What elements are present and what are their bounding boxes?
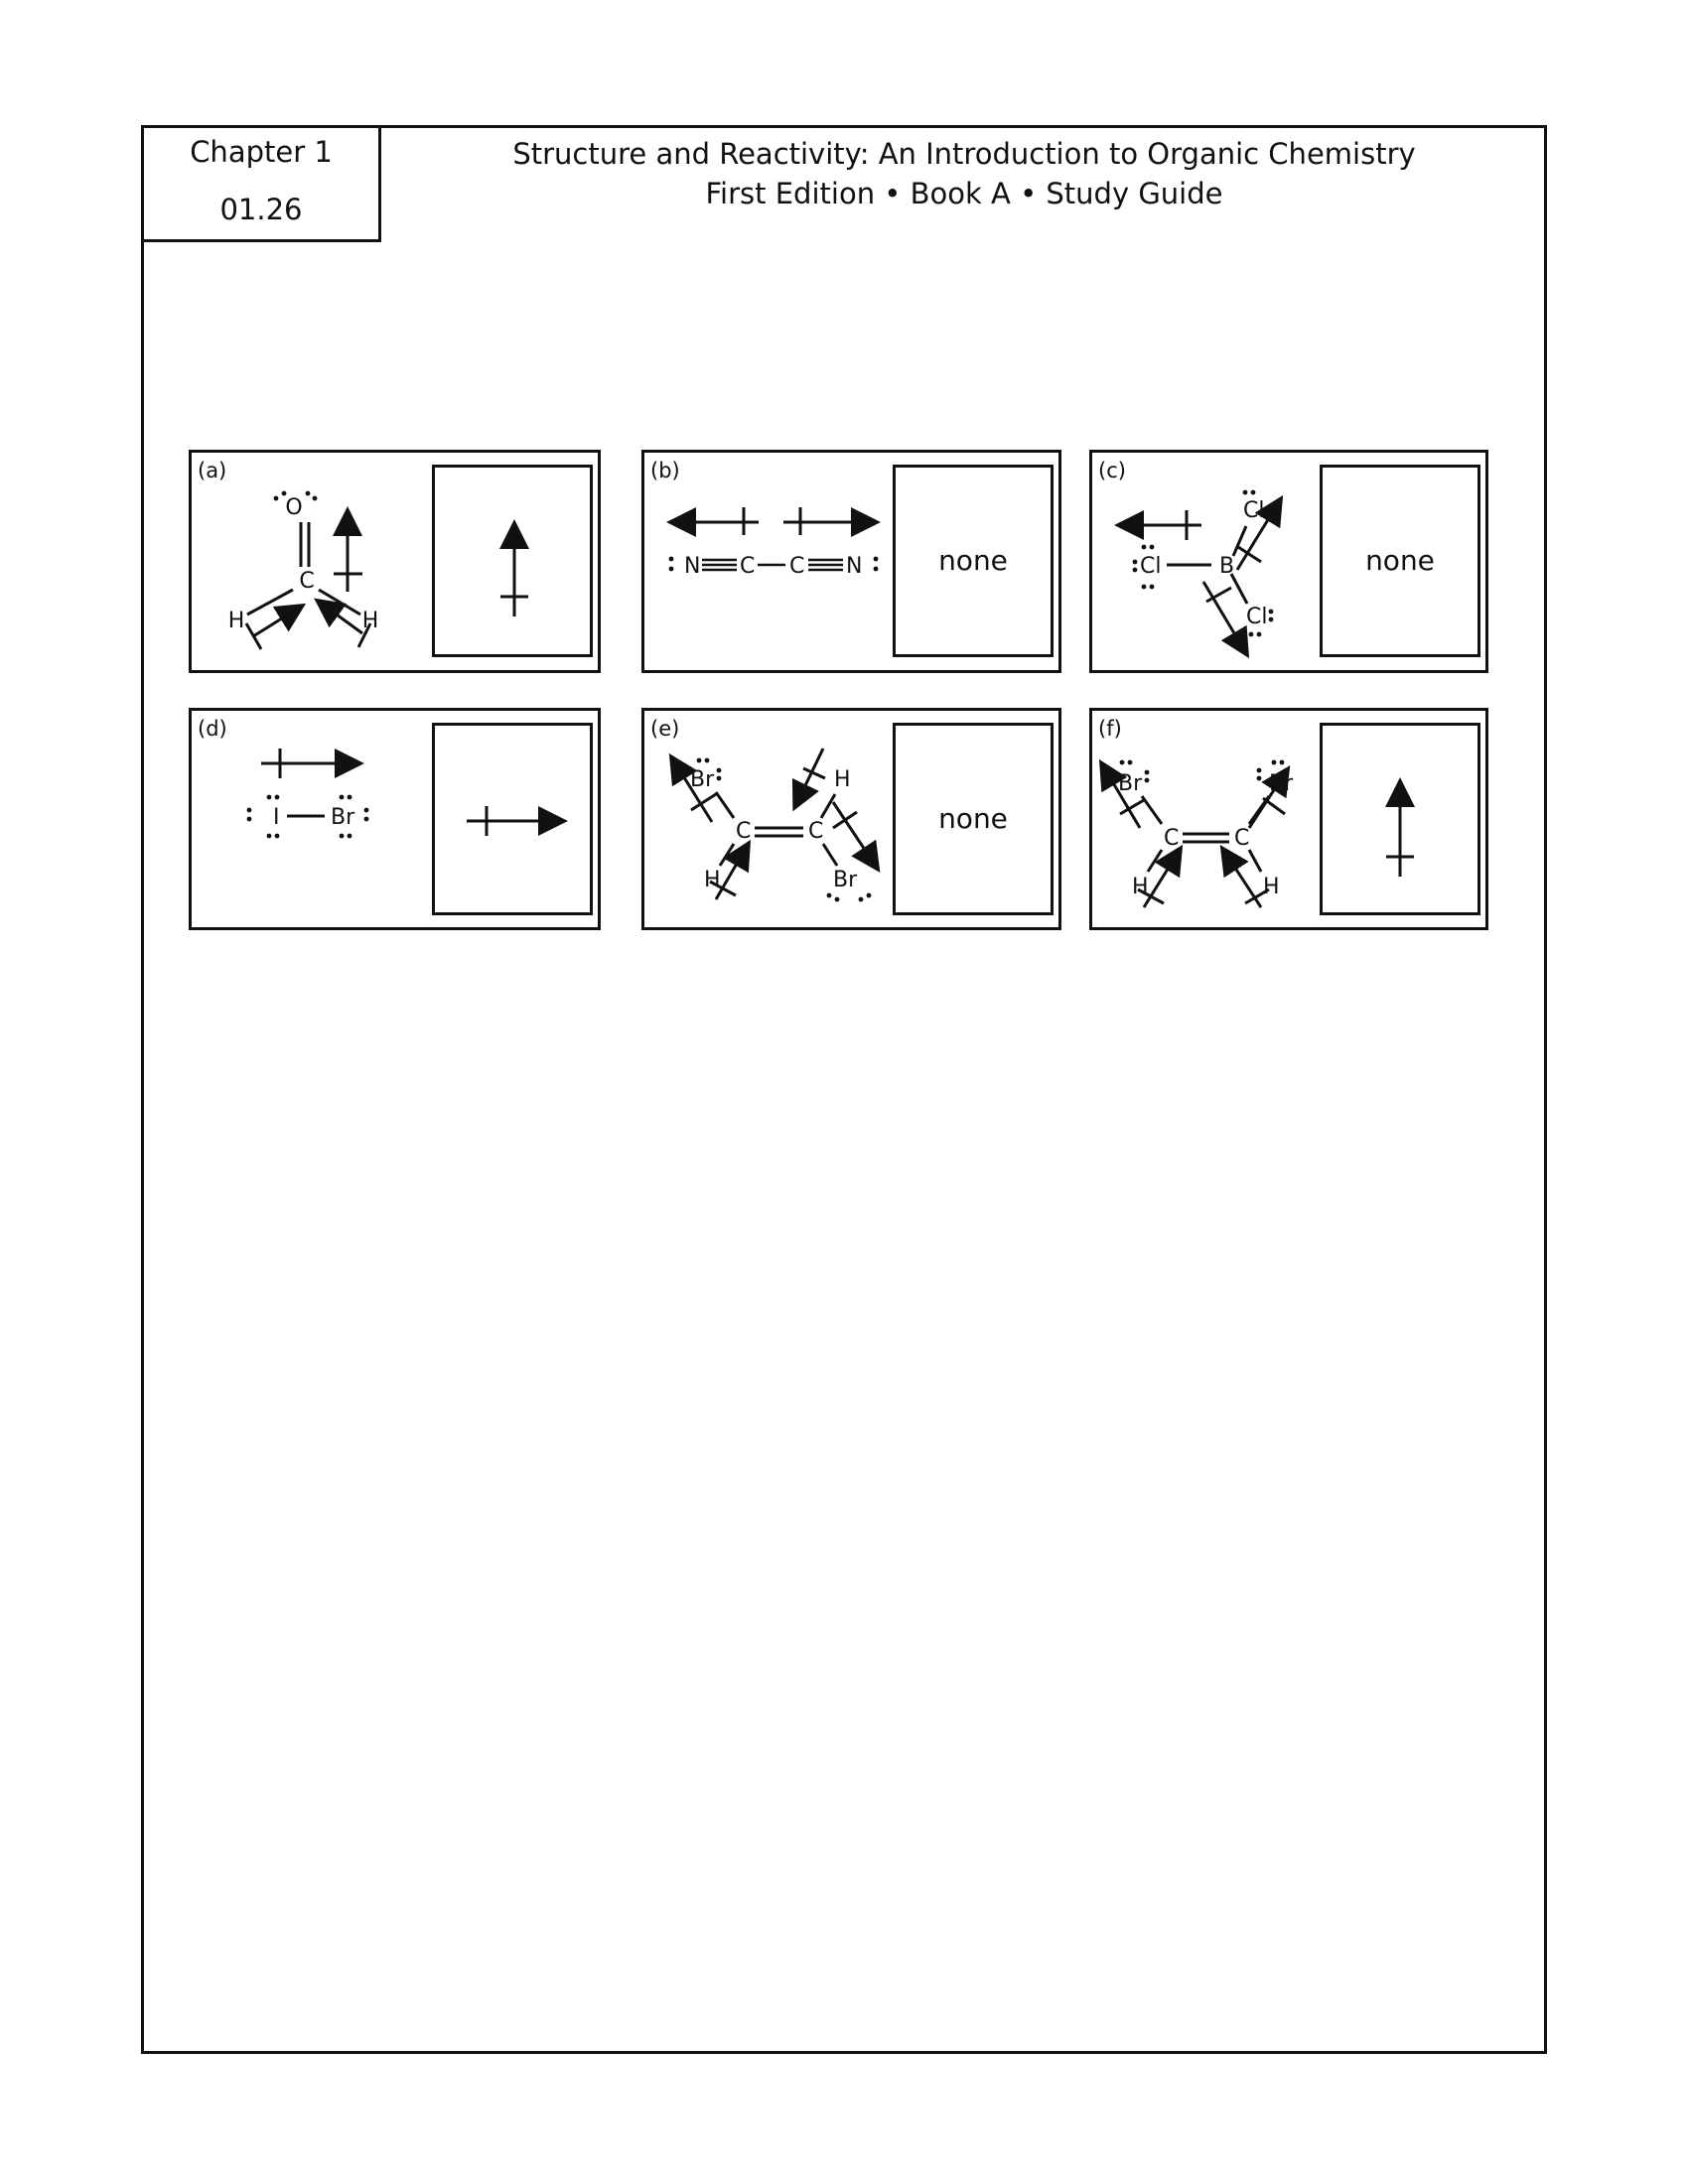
problem-label: (c) [1098, 459, 1126, 482]
answer-box [432, 723, 593, 915]
atom-label: C [1234, 826, 1250, 851]
problem-label: (d) [198, 717, 227, 741]
atom-label: H [704, 868, 721, 892]
problem-panel-b [641, 450, 1061, 673]
answer-text: none [1365, 543, 1435, 577]
atom-label: Br [331, 805, 355, 830]
atom-label: Cl [1246, 605, 1268, 629]
atom-label: N [684, 554, 701, 579]
answer-box [432, 465, 593, 657]
problem-label: (b) [650, 459, 680, 482]
problem-panel-e [641, 708, 1061, 930]
book-subtitle: First Edition • Book A • Study Guide [705, 177, 1223, 210]
chapter-label: Chapter 1 [190, 135, 333, 169]
problem-panel-a [189, 450, 601, 673]
atom-label: B [1219, 554, 1235, 579]
molecule-boron-trichloride-diagram [1092, 453, 1321, 676]
atom-label: C [1164, 826, 1180, 851]
atom-label: O [285, 495, 303, 520]
atom-label: C [808, 819, 824, 844]
atom-label: C [736, 819, 752, 844]
right-arrow-icon [435, 726, 596, 918]
atom-label: H [227, 609, 245, 633]
molecule-trans-dibromoethene-diagram [644, 711, 893, 933]
atom-label: Br [1269, 771, 1294, 796]
answer-text: none [938, 801, 1008, 835]
atom-label: H [361, 609, 379, 633]
atom-label: Cl [1140, 554, 1162, 579]
atom-label: I [273, 805, 280, 830]
book-title: Structure and Reactivity: An Introduction to Organic Chemistry [512, 137, 1416, 171]
problem-panel-d [189, 708, 601, 930]
atom-label: H [1132, 875, 1149, 899]
atom-label: Cl [1243, 498, 1265, 523]
atom-label: Br [833, 868, 858, 892]
atom-label: C [299, 569, 315, 594]
atom-label: N [846, 554, 863, 579]
up-arrow-icon [1323, 726, 1483, 918]
page-frame [141, 125, 1547, 2054]
problem-number: 01.26 [219, 193, 303, 226]
atom-label: Br [690, 767, 715, 792]
problem-panel-f [1089, 708, 1488, 930]
answer-text: none [938, 543, 1008, 577]
answer-box [1320, 723, 1480, 915]
atom-label: H [1263, 875, 1280, 899]
problem-label: (f) [1098, 717, 1122, 741]
problem-label: (e) [650, 717, 680, 741]
answer-box [1320, 465, 1480, 657]
problem-label: (a) [198, 459, 227, 482]
answer-box [893, 723, 1054, 915]
atom-label: H [834, 767, 851, 792]
atom-label: C [740, 554, 756, 579]
atom-label: C [789, 554, 805, 579]
problem-panel-c [1089, 450, 1488, 673]
atom-label: Br [1118, 771, 1143, 796]
chapter-box [141, 125, 381, 242]
molecule-cis-dibromoethene-diagram [1092, 711, 1321, 933]
answer-box [893, 465, 1054, 657]
molecule-cyanogen-diagram [644, 453, 893, 676]
up-arrow-icon [435, 468, 596, 660]
